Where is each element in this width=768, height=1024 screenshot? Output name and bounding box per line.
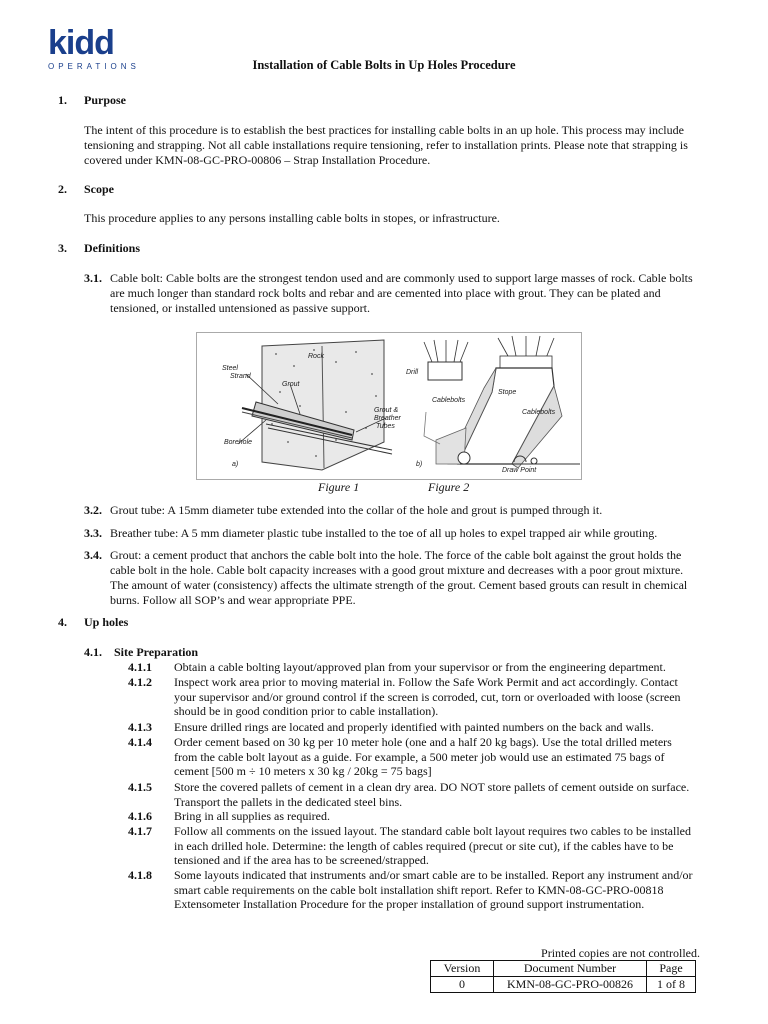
document-title: Installation of Cable Bolts in Up Holes Procedure — [252, 58, 516, 72]
figure-label: Borehole — [224, 439, 253, 446]
figure-label: Drill — [406, 369, 419, 376]
figure-label: Cablebolts — [522, 409, 556, 416]
definition-item: 3.3. Breather tube: A 5 mm diameter plastic tube installed to the toe of all up holes to expel trapped air while grouting. — [84, 526, 658, 540]
table-row — [431, 977, 696, 993]
figure-1-caption: Figure 1 — [318, 480, 360, 494]
section-heading-definitions: 3. Definitions — [58, 241, 141, 255]
procedure-step: 4.1.5 Store the covered pallets of cement in a clean dry area. DO NOT store pallets of cement outside on surface. Transport the pallets in the dedicated steel bins. — [128, 780, 690, 809]
table-header-cell: Version — [431, 961, 494, 977]
purpose-text: The intent of this procedure is to establish the best practices for installing cable bolts in an up hole. This process may include tensioning and strapping. Not all cable installations require tensioning, refer to installation prints. Please note that strapping is covered under KMN-08-GC-PRO-00806 – Strap Installation Procedure. — [84, 123, 688, 167]
definition-item: 3.1. Cable bolt: Cable bolts are the strongest tendon used and are commonly used to support large masses of rock. Cable bolts are much longer than standard rock bolts and rebar and are cemented into place with grout. They can be plated and tensioned, or installed untensioned as passive support. — [84, 271, 693, 315]
page-value: 1 of 8 — [647, 977, 696, 993]
table-header-row — [431, 961, 696, 977]
definition-item: 3.2. Grout tube: A 15mm diameter tube extended into the collar of the hole and grout is pumped through it. — [84, 503, 603, 517]
cable-bolt-diagram — [196, 332, 582, 480]
figure-label: Grout & — [374, 407, 399, 414]
logo-subtitle: OPERATIONS — [48, 62, 140, 71]
procedure-step: 4.1.3 Ensure drilled rings are located and properly identified with painted numbers on the back and walls. — [128, 720, 654, 734]
figure-2-caption: Figure 2 — [428, 480, 470, 494]
procedure-step: 4.1.2 Inspect work area prior to moving material in. Follow the Safe Work Permit and act accordingly. Contact your supervisor and/or ground control if the screen is corroded, cut, torn or overloaded with loose (screen should be in good condition prior to cable installation). — [128, 675, 681, 719]
procedure-step: 4.1.1 Obtain a cable bolting layout/approved plan from your supervisor or from the engineering department. — [128, 660, 666, 674]
definition-item: 3.4. Grout: a cement product that anchors the cable bolt into the hole. The force of the cable bolt against the grout holds the cable bolt in the hole. Cable bolt capacity increases with a good grout mixture and decreases with a poor grout mixture. The amount of water (consistency) affects the ultimate strength of the grout. Cement based grouts can result in chemical burns. Follow all SOP’s and wear appropriate PPE. — [84, 548, 688, 607]
figure-label: Breather — [374, 415, 401, 422]
figure-label: Strand — [230, 373, 251, 380]
version-value: 0 — [431, 977, 494, 993]
section-heading-scope: 2. Scope — [58, 182, 114, 196]
procedure-step: 4.1.7 Follow all comments on the issued layout. The standard cable bolt layout requires two cables to be installed in each drilled hole. Determine: the length of cables required (precut or site cut), if the cables have to be tensioned and if the area has to be screened/strapped. — [128, 824, 691, 868]
figure-label: b) — [416, 461, 423, 468]
figure-label: Grout — [282, 381, 300, 388]
figure-label: Stope — [498, 389, 517, 396]
procedure-step: 4.1.8 Some layouts indicated that instruments and/or smart cable are to be installed. Report any instrument and/or smart cable requirements on the cable bolt installation shift report. Refer to KMN-08-GC-PRO-00818 Extensometer Installation Procedure for the proper installation of ground support instrumentation. — [128, 868, 693, 912]
figure-label: Steel — [222, 365, 238, 372]
table-header-cell: Page — [647, 961, 696, 977]
table-header-cell: Document Number — [494, 961, 647, 977]
figure-label: Tubes — [376, 423, 395, 430]
procedure-step: 4.1.4 Order cement based on 30 kg per 10 meter hole (one and a half 20 kg bags). Use the total drilled meters from the cable bolt layout as a guide. For example, a 500 meter job would use an estimated 75 bags of cement [500 m ÷ 10 meters x 30 kg / 20kg = 75 bags] — [128, 735, 672, 779]
figure-label: a) — [232, 461, 239, 468]
figure-label: Rock — [308, 353, 324, 360]
document-control-table — [430, 960, 696, 993]
figure-label: Cablebolts — [432, 397, 466, 404]
subsection-heading-site-preparation: 4.1. Site Preparation — [84, 645, 199, 659]
cable-bolt-figure — [196, 332, 582, 480]
section-heading-up-holes: 4. Up holes — [58, 615, 129, 629]
logo-wordmark: kidd — [48, 24, 114, 62]
printed-copies-note: Printed copies are not controlled. — [541, 946, 700, 960]
procedure-step: 4.1.6 Bring in all supplies as required. — [128, 809, 330, 823]
section-heading-purpose: 1. Purpose — [58, 93, 126, 107]
document-number-value: KMN-08-GC-PRO-00826 — [494, 977, 647, 993]
scope-text: This procedure applies to any persons installing cable bolts in stopes, or infrastructure. — [84, 211, 500, 225]
figure-label: Draw Point — [502, 467, 537, 474]
